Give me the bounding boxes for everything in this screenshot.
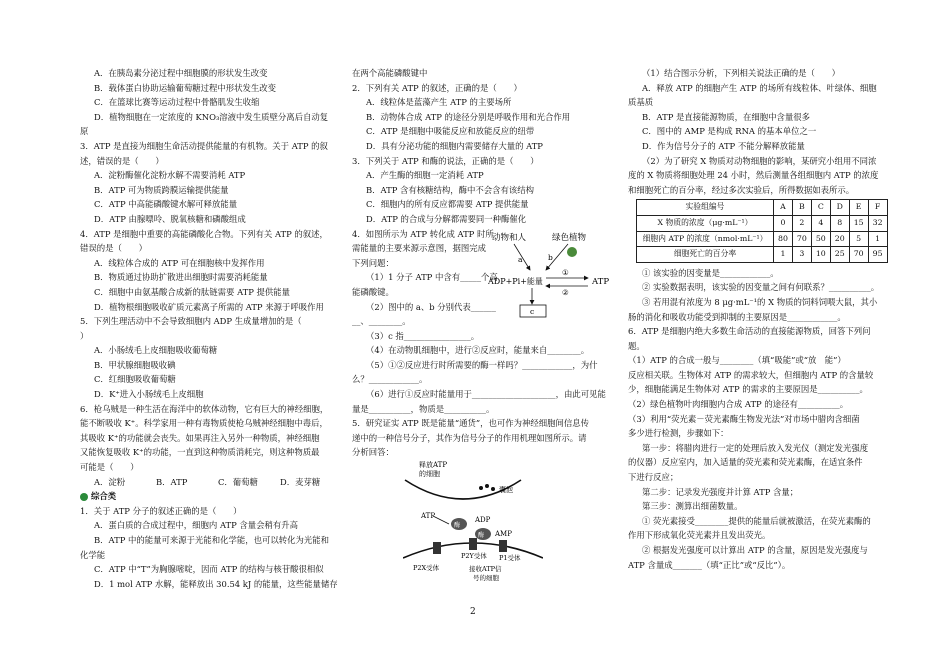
text-line: （2）为了研究 X 物质对动物细胞的影响，某研究小组用不同浓 bbox=[642, 155, 877, 166]
text-line: ② 根据发光强度可以计算出 ATP 的含量，原因是发光强度与 bbox=[642, 545, 868, 555]
text-line: ① 荧光素接受________提供的能量后就被激活，在荧光素酶的 bbox=[642, 515, 871, 526]
table-cell: 1 bbox=[868, 231, 887, 247]
text-line: C．细胞内的所有反应都需要 ATP 提供能量 bbox=[366, 199, 529, 210]
table-cell: 70 bbox=[792, 231, 811, 247]
svg-text:酶: 酶 bbox=[454, 522, 461, 529]
text-line: A．线粒体合成的 ATP 可在细胞核中发挥作用 bbox=[94, 257, 265, 268]
text-line: D．植物根细胞吸收矿质元素离子所需的 ATP 来源于呼吸作用 bbox=[94, 301, 324, 312]
text-line: 和细胞死亡的百分率，经过多次实验后，所得数据如表所示。 bbox=[628, 184, 855, 195]
text-line: （6）进行①反应时能量用于____________________，由此可见能 bbox=[366, 389, 606, 400]
text-line: C．ATP 中“T”为胸腺嘧啶，因而 ATP 的结构与核苷酸很相似 bbox=[94, 564, 324, 575]
text-line: 又能恢复吸收 K⁺的功能，一直到这种物质消耗完，则这种物质最 bbox=[80, 447, 320, 458]
text-line: （1）结合图示分析，下列相关说法正确的是（ ） bbox=[642, 68, 840, 78]
label-receive-cell: 接收ATP信 bbox=[469, 565, 502, 573]
text-line: ATP 含量成_______（填“正比”或“反比”）。 bbox=[628, 559, 791, 570]
text-line: D．K⁺进入小肠绒毛上皮细胞 bbox=[94, 389, 204, 400]
text-line: 5．研究证实 ATP 既是能量“通货”，也可作为神经细胞间信息传 bbox=[352, 418, 590, 429]
text-line: （1）1 分子 ATP 中含有_____个高 bbox=[366, 272, 498, 283]
text-line: B．ATP 含有核糖结构，酶中不会含有该结构 bbox=[366, 184, 535, 195]
table-cell: 0 bbox=[774, 215, 793, 231]
option-a: A．淀粉 bbox=[94, 476, 126, 487]
text-line: 3．ATP 是直接为细胞生命活动提供能量的有机物。关于 ATP 的叙 bbox=[80, 140, 328, 151]
text-line: 量是__________，物质是__________。 bbox=[352, 403, 495, 414]
text-line: 第三步：测算出细菌数量。 bbox=[642, 501, 743, 512]
label-adp: ADP bbox=[475, 516, 491, 524]
text-line: 质基质 bbox=[628, 97, 654, 108]
label-p1: P1受体 bbox=[499, 554, 521, 562]
text-line: 分析回答： bbox=[352, 447, 394, 458]
label-release-cell: 释放ATP bbox=[419, 461, 448, 469]
text-line: 少，细胞能满足生物体对 ATP 的需求的主要原因是__________。 bbox=[628, 384, 868, 395]
text-line: 6．枪乌贼是一种生活在海洋中的软体动物，它有巨大的神经细胞， bbox=[80, 403, 329, 414]
text-line: 需能量的主要来源示意图，据图完成 bbox=[352, 243, 486, 254]
label-p2y: P2Y受体 bbox=[461, 552, 487, 560]
table-cell: 4 bbox=[811, 215, 830, 231]
text-line: 4．ATP 是细胞中重要的高能磷酸化合物。下列有关 ATP 的叙述， bbox=[80, 228, 328, 239]
row-label: 实验组编号 bbox=[637, 200, 774, 216]
text-line: 5．下列生理活动中不会导致细胞内 ADP 生成量增加的是（ bbox=[80, 316, 302, 327]
text-line: B．ATP 中的能量可来源于光能和化学能，也可以转化为光能和 bbox=[94, 535, 330, 545]
text-line: 反应相关联。生物体对 ATP 的需求较大，但细胞内 ATP 的含量较 bbox=[628, 369, 874, 380]
text-line: 第二步：记录发光强度并计算 ATP 含量； bbox=[642, 486, 799, 497]
text-line: （2）绿色植物叶肉细胞内合成 ATP 的途径有__________。 bbox=[628, 399, 849, 410]
text-line: C．在篮球比赛等运动过程中骨骼肌发生收缩 bbox=[94, 97, 260, 108]
text-line: C．红细胞吸收葡萄糖 bbox=[94, 374, 176, 385]
table-cell: B bbox=[792, 200, 811, 216]
text-line: B．ATP 是直接能源物质，在细胞中含量很多 bbox=[642, 111, 811, 122]
text-line: A．小肠绒毛上皮细胞吸收葡萄糖 bbox=[94, 345, 218, 356]
text-line: （5）①②反应进行时所需要的酶一样吗？____________，为什 bbox=[366, 359, 598, 370]
table-cell: 2 bbox=[792, 215, 811, 231]
text-line: B．ATP 可为物质跨膜运输提供能量 bbox=[94, 184, 229, 195]
text-line: 下进行反应； bbox=[628, 472, 679, 483]
label-receive-cell-2: 号的细胞 bbox=[473, 574, 499, 582]
text-line: A．释放 ATP 的细胞产生 ATP 的场所有线粒体、叶绿体、细胞 bbox=[642, 82, 877, 93]
text-line: C．细胞中由氨基酸合成新的肽链需要 ATP 提供能量 bbox=[94, 286, 291, 297]
text-line: C．图中的 AMP 是构成 RNA 的基本单位之一 bbox=[642, 126, 817, 137]
text-line: 原 bbox=[80, 126, 89, 137]
text-line: B．物质通过协助扩散进出细胞时需要消耗能量 bbox=[94, 272, 268, 283]
text-line: 在两个高能磷酸键中 bbox=[352, 68, 428, 78]
text-line: B．动物体合成 ATP 的途径分别是呼吸作用和光合作用 bbox=[366, 111, 571, 122]
text-line: 2．下列有关 ATP 的叙述，正确的是（ ） bbox=[352, 82, 522, 93]
receptor-p1 bbox=[499, 540, 507, 552]
atp-signal-diagram bbox=[403, 458, 543, 590]
table-cell: 80 bbox=[774, 231, 793, 247]
receptor-p2x bbox=[433, 542, 441, 554]
text-line: 第一步：将腊肉进行一定的处理后放入发光仪（测定发光强度 bbox=[642, 442, 869, 453]
svg-text:酶: 酶 bbox=[478, 532, 485, 539]
text-line: 肠的消化和吸收功能受到抑制的主要原因是____________。 bbox=[628, 311, 846, 322]
receptor-p2y bbox=[469, 538, 477, 550]
text-line: B．甲状腺细胞吸收碘 bbox=[94, 359, 176, 370]
label-vesicle: 囊泡 bbox=[499, 486, 513, 494]
table-cell: 8 bbox=[830, 215, 849, 231]
table-cell: 95 bbox=[868, 247, 887, 263]
text-line: （3）c 指________________。 bbox=[366, 330, 480, 341]
text-line: ① 该实验的因变量是____________。 bbox=[642, 267, 779, 278]
table-cell: 50 bbox=[811, 231, 830, 247]
label-reaction-2: ② bbox=[562, 288, 569, 297]
text-line: 能磷酸键。 bbox=[352, 286, 394, 297]
text-line: D．作为信号分子的 ATP 不能分解释放能量 bbox=[642, 140, 805, 151]
table-cell: 25 bbox=[830, 247, 849, 263]
bullet-icon bbox=[80, 493, 88, 501]
text-line: 递中的一种信号分子，其作为信号分子的作用机理如图所示。请 bbox=[352, 432, 587, 443]
atp-energy-diagram bbox=[488, 228, 618, 320]
table-cell: A bbox=[774, 200, 793, 216]
text-line: （2）图中的 a、b 分别代表______ bbox=[366, 301, 496, 312]
table-cell: D bbox=[830, 200, 849, 216]
text-line: D．ATP 的合成与分解都需要同一种酶催化 bbox=[366, 213, 527, 224]
text-line: 3．下列关于 ATP 和酶的说法，正确的是（ ） bbox=[352, 155, 539, 166]
table-cell: 15 bbox=[849, 215, 868, 231]
label-a: a bbox=[518, 255, 523, 264]
text-line: 4．如图所示为 ATP 转化成 ATP 时所 bbox=[352, 228, 494, 239]
text-line: A．淀粉酶催化淀粉水解不需要消耗 ATP bbox=[94, 170, 246, 181]
text-line: ② 实验数据表明，该实验的因变量之间有何联系？__________。 bbox=[642, 282, 880, 293]
text-line: A．线粒体是蓝藻产生 ATP 的主要场所 bbox=[366, 97, 512, 108]
option-b: B．ATP bbox=[156, 476, 188, 487]
text-line: 错误的是（ ） bbox=[80, 243, 147, 254]
text-line: 能不断吸收 K⁺。科学家用一种有毒物质使枪乌贼神经细胞中毒后， bbox=[80, 418, 328, 429]
label-equation: ADP+Pi+能量 bbox=[488, 277, 543, 286]
text-line: A．蛋白质的合成过程中，细胞内 ATP 含量会稍有升高 bbox=[94, 520, 299, 531]
column-left bbox=[80, 66, 342, 591]
text-line: （1）ATP 的合成一般与________（填“吸能”或“放 能”） bbox=[628, 355, 846, 366]
text-line: A．在胰岛素分泌过程中细胞膜的形状发生改变 bbox=[94, 68, 268, 78]
label-b: b bbox=[548, 253, 553, 262]
text-line: 其吸收 K⁺的功能就会丧失。如果再注入另外一种物质，神经细胞 bbox=[80, 432, 320, 443]
text-line: 题。 bbox=[628, 340, 645, 351]
label-atp: ATP bbox=[592, 277, 610, 287]
label-plant: 绿色植物 bbox=[552, 233, 587, 243]
table-cell: 10 bbox=[811, 247, 830, 263]
text-line: 下列问题： bbox=[352, 257, 394, 268]
table-row bbox=[637, 231, 888, 247]
text-line: A．产生酶的细胞一定消耗 ATP bbox=[366, 170, 484, 181]
text-line: 作用下形成氧化荧光素并且发出荧光。 bbox=[628, 530, 771, 541]
table-cell: 32 bbox=[868, 215, 887, 231]
text-line: C．ATP 是细胞中吸能反应和放能反应的纽带 bbox=[366, 126, 535, 137]
table-cell: 20 bbox=[830, 231, 849, 247]
label-reaction-1: ① bbox=[562, 268, 569, 277]
section-heading bbox=[80, 489, 342, 504]
label-animal: 动物和人 bbox=[492, 233, 527, 243]
label-p2x: P2X受体 bbox=[413, 564, 440, 572]
text-line: D．具有分泌功能的细胞内需要储存大量的 ATP bbox=[366, 140, 543, 151]
option-c: C．葡萄糖 bbox=[218, 476, 258, 487]
page-number: 2 bbox=[470, 607, 476, 617]
table-cell: E bbox=[849, 200, 868, 216]
text-line: 可能是（ ） bbox=[80, 462, 139, 473]
text-line: __、________。 bbox=[352, 316, 411, 327]
option-d: D．麦芽糖 bbox=[280, 476, 321, 487]
sun-icon bbox=[567, 247, 577, 257]
table-cell: 70 bbox=[849, 247, 868, 263]
table-cell: 1 bbox=[774, 247, 793, 263]
table-cell: 5 bbox=[849, 231, 868, 247]
text-line: ③ 若用混有浓度为 8 μg·mL⁻¹的 X 物质的饲料饲喂大鼠，其小 bbox=[642, 296, 878, 307]
text-line: 1．关于 ATP 分子的叙述正确的是（ ） bbox=[80, 505, 242, 516]
text-line: 述，错误的是（ ） bbox=[80, 155, 164, 166]
text-line: 6．ATP 是细胞内绝大多数生命活动的直接能源物质，回答下列问 bbox=[628, 326, 871, 337]
text-line: D．ATP 由腺嘌呤、脱氧核糖和磷酸组成 bbox=[94, 213, 246, 224]
row-label: X 物质的浓度（μg·mL⁻¹） bbox=[637, 215, 774, 231]
text-line: 的仪器）反应室内，加入适量的荧光素和荧光素酶，在适宜条件 bbox=[628, 457, 863, 468]
text-line: B．载体蛋白协助运输葡萄糖过程中形状发生改变 bbox=[94, 82, 277, 93]
table-cell: 3 bbox=[792, 247, 811, 263]
text-line: D．1 mol ATP 水解，能释放出 30.54 kJ 的能量，这些能量储存 bbox=[94, 578, 338, 589]
text-line: ） bbox=[80, 330, 89, 341]
column-right bbox=[628, 66, 890, 572]
row-label: 细胞内 ATP 的浓度（nmol·mL⁻¹） bbox=[637, 231, 774, 247]
text-line: （3）利用“荧光素－荧光素酶生物发光法”对市场中腊肉含细菌 bbox=[628, 413, 860, 424]
table-row bbox=[637, 200, 888, 216]
table-row bbox=[637, 215, 888, 231]
text-line: 多少进行检测，步骤如下： bbox=[628, 428, 729, 439]
text-line: 度的 X 物质将细胞处理 24 小时，然后测量各组细胞内 ATP 的浓度 bbox=[628, 170, 879, 181]
label-atp: ATP bbox=[421, 512, 436, 520]
label-c: c bbox=[530, 307, 535, 316]
q6-options bbox=[80, 475, 342, 490]
table-cell: F bbox=[868, 200, 887, 216]
table-row bbox=[637, 247, 888, 263]
experiment-table bbox=[636, 199, 888, 262]
text-line: 么？____________。 bbox=[352, 374, 428, 385]
table-cell: C bbox=[811, 200, 830, 216]
text-line: （4）在动物肌细胞中，进行②反应时，能量来自________。 bbox=[366, 345, 590, 356]
section-title: 综合类 bbox=[91, 491, 117, 502]
label-amp: AMP bbox=[495, 530, 512, 538]
text-line: 化学能 bbox=[80, 549, 106, 560]
row-label: 细胞死亡的百分率 bbox=[637, 247, 774, 263]
label-release-cell-2: 的细胞 bbox=[419, 470, 440, 478]
text-line: C．ATP 中高能磷酸键水解可释放能量 bbox=[94, 199, 238, 210]
text-line: D．植物细胞在一定浓度的 KNO₃溶液中发生质壁分离后自动复 bbox=[94, 111, 329, 122]
